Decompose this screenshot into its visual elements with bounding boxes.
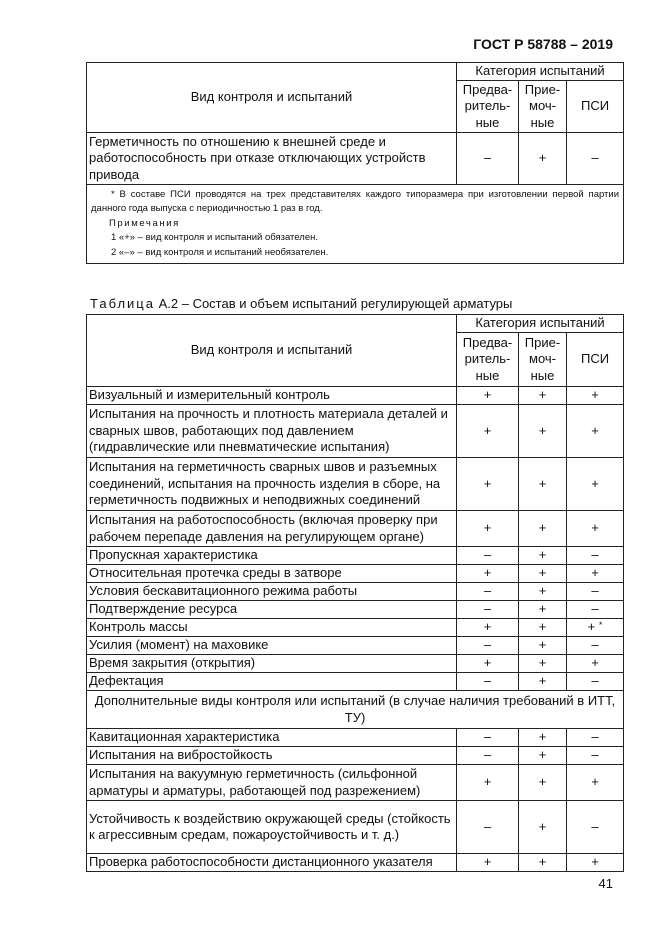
column-header-acceptance: Прие- моч- ные [519, 333, 567, 387]
row-value-acceptance: + [519, 747, 567, 765]
row-value-preliminary: + [457, 854, 519, 872]
row-value-preliminary: + [457, 765, 519, 801]
row-value-preliminary: + [457, 565, 519, 583]
row-name: Подтверждение ресурса [87, 601, 457, 619]
row-name: Усилия (момент) на маховике [87, 637, 457, 655]
row-value-acceptance: + [519, 655, 567, 673]
row-value-psi: – [567, 673, 624, 691]
column-header-acceptance: Прие- моч- ные [519, 81, 567, 133]
row-value-acceptance: + [519, 458, 567, 511]
row-value-preliminary: + [457, 458, 519, 511]
row-value-preliminary: + [457, 655, 519, 673]
row-value-preliminary: – [457, 673, 519, 691]
row-name: Кавитационная характеристика [87, 729, 457, 747]
footnote-marker: * [598, 620, 603, 631]
section-heading: Дополнительные виды контроля или испытаний (в случае наличия требований в ИТТ, ТУ) [87, 691, 624, 729]
row-value-acceptance: + [519, 511, 567, 547]
table-a2 [86, 314, 624, 872]
row-value-acceptance: + [519, 583, 567, 601]
row-value-acceptance: + [519, 547, 567, 565]
document-header: ГОСТ Р 58788 – 2019 [473, 36, 613, 52]
row-value-psi: – [567, 637, 624, 655]
column-header-preliminary: Предва- ритель- ные [457, 81, 519, 133]
row-value-acceptance: + [519, 601, 567, 619]
row-value-preliminary: – [457, 583, 519, 601]
footnote: * В составе ПСИ проводятся на трех представителях каждого типоразмера при изготовлении первой партии данного года выпуска с периодичностью 1 раз в год. [91, 189, 620, 215]
table-row [87, 565, 624, 583]
row-value-preliminary: – [457, 601, 519, 619]
row-value-acceptance: + [519, 387, 567, 405]
table-row [87, 747, 624, 765]
row-name: Испытания на прочность и плотность материала деталей и сварных швов, работающих под давлением (гидравлические или пневматические испытания) [87, 405, 457, 458]
table-row [87, 619, 624, 637]
row-value-preliminary: – [457, 801, 519, 854]
section-row [87, 691, 624, 729]
notes-block [87, 185, 624, 264]
row-value-psi: + [567, 565, 624, 583]
row-value-preliminary: + [457, 387, 519, 405]
row-value-psi: – [567, 747, 624, 765]
row-value-psi: – [567, 601, 624, 619]
row-value-psi: – [567, 729, 624, 747]
row-value-acceptance: + [519, 619, 567, 637]
row-value-psi: – [567, 801, 624, 854]
table-row [87, 854, 624, 872]
row-value-preliminary: + [457, 511, 519, 547]
row-value-preliminary: – [457, 133, 519, 185]
table-row [87, 729, 624, 747]
row-name: Испытания на работоспособность (включая проверку при рабочем перепаде давления на регулирующем органе) [87, 511, 457, 547]
row-value-psi: – [567, 133, 624, 185]
row-value-acceptance: + [519, 565, 567, 583]
row-value-acceptance: + [519, 765, 567, 801]
note-2: 2 «–» – вид контроля и испытаний необязателен. [111, 246, 329, 258]
table-row [87, 133, 624, 185]
column-header-preliminary: Предва- ритель- ные [457, 333, 519, 387]
row-name: Испытания на вакуумную герметичность (сильфонной арматуры и арматуры, работающей под разрежением) [87, 765, 457, 801]
row-value-psi: + [567, 765, 624, 801]
row-name: Проверка работоспособности дистанционного указателя [87, 854, 457, 872]
row-value-acceptance: + [519, 637, 567, 655]
table-row [87, 655, 624, 673]
row-name: Пропускная характеристика [87, 547, 457, 565]
note-1: 1 «+» – вид контроля и испытаний обязателен. [111, 232, 318, 244]
table-row [87, 547, 624, 565]
row-value-acceptance: + [519, 801, 567, 854]
row-value-psi: + [567, 405, 624, 458]
row-value-preliminary: – [457, 729, 519, 747]
column-header-psi: ПСИ [567, 333, 624, 387]
page-number: 41 [598, 876, 613, 891]
table-row [87, 583, 624, 601]
row-value-psi: – [567, 547, 624, 565]
row-name: Контроль массы [87, 619, 457, 637]
table-row [87, 673, 624, 691]
row-name: Условия бескавитационного режима работы [87, 583, 457, 601]
row-name: Относительная протечка среды в затворе [87, 565, 457, 583]
column-header-category: Категория испытаний [457, 63, 624, 81]
column-header-type: Вид контроля и испытаний [87, 315, 457, 387]
row-value-psi: + [567, 655, 624, 673]
column-header-psi: ПСИ [567, 81, 624, 133]
row-value-preliminary: – [457, 637, 519, 655]
row-value-preliminary: + [457, 405, 519, 458]
row-name: Время закрытия (открытия) [87, 655, 457, 673]
row-value-preliminary: – [457, 747, 519, 765]
row-value-psi: + [567, 458, 624, 511]
notes-title: Примечания [109, 217, 180, 229]
table-row [87, 387, 624, 405]
table-continuation [86, 62, 624, 264]
row-name: Визуальный и измерительный контроль [87, 387, 457, 405]
table-row [87, 601, 624, 619]
table-row [87, 637, 624, 655]
column-header-category: Категория испытаний [457, 315, 624, 333]
row-value-preliminary: + [457, 619, 519, 637]
row-value-psi: + [567, 387, 624, 405]
table-row [87, 765, 624, 801]
row-value-acceptance: + [519, 133, 567, 185]
table-caption: Таблица А.2 – Состав и объем испытаний регулирующей арматуры [90, 296, 513, 311]
table-row [87, 458, 624, 511]
row-value-psi: + * [567, 619, 624, 637]
row-value-acceptance: + [519, 673, 567, 691]
row-name: Устойчивость к воздействию окружающей среды (стойкость к агрессивным средам, пожароустойчивость и т. д.) [87, 801, 457, 854]
row-value-acceptance: + [519, 405, 567, 458]
row-value-acceptance: + [519, 729, 567, 747]
table-row [87, 801, 624, 854]
row-value-psi: + [567, 854, 624, 872]
column-header-type: Вид контроля и испытаний [87, 63, 457, 133]
table-row [87, 405, 624, 458]
row-value-psi: – [567, 583, 624, 601]
row-name: Герметичность по отношению к внешней среде и работоспособность при отказе отключающих устройств привода [87, 133, 457, 185]
row-value-acceptance: + [519, 854, 567, 872]
row-name: Дефектация [87, 673, 457, 691]
row-value-preliminary: – [457, 547, 519, 565]
row-name: Испытания на вибростойкость [87, 747, 457, 765]
row-value-psi: + [567, 511, 624, 547]
row-name: Испытания на герметичность сварных швов и разъемных соединений, испытания на прочность изделия в сборе, на герметичность подвижных и неподвижных соединений [87, 458, 457, 511]
table-row [87, 511, 624, 547]
